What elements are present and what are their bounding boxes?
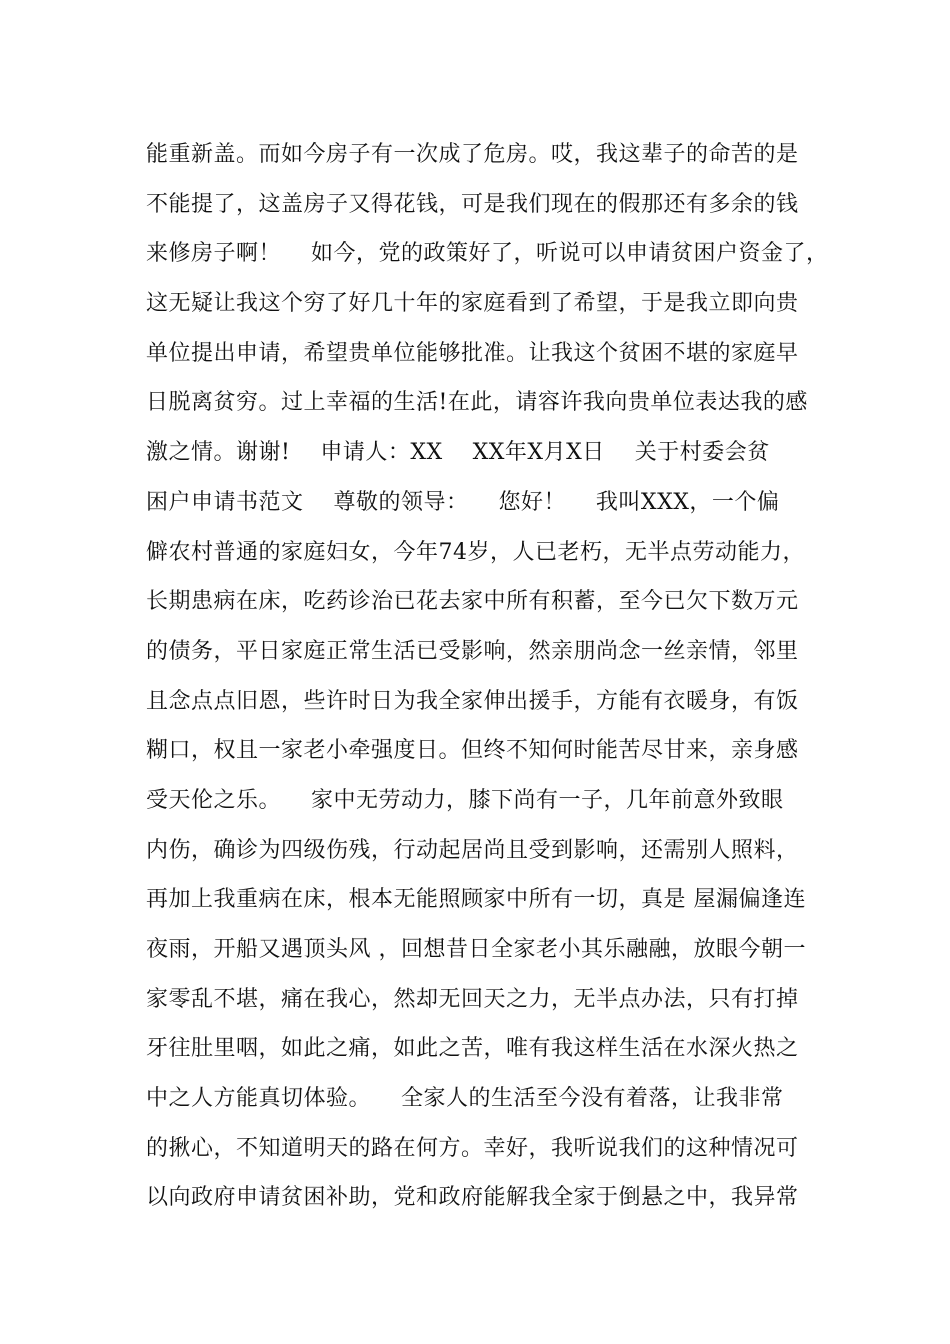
text-line-12: 且念点点旧恩，些许时日为我全家伸出援手，方能有衣暖身，有饭 xyxy=(146,688,799,714)
text-line-20: 中之人方能真切体验。 全家人的生活至今没有着落，让我非常 xyxy=(146,1086,784,1112)
text-line-16: 再加上我重病在床，根本无能照顾家中所有一切，真是 屋漏偏逢连 xyxy=(146,887,806,913)
text-line-9: 僻农村普通的家庭妇女，今年74岁，人已老朽，无半点劳动能力， xyxy=(146,539,805,565)
document-body xyxy=(146,130,829,1223)
text-line-7: 激之情。谢谢! 申请人：XX XX年X月X日 关于村委会贫 xyxy=(146,440,770,466)
text-line-19: 牙往肚里咽，如此之痛，如此之苦，唯有我这样生活在水深火热之 xyxy=(146,1036,799,1062)
text-line-21: 的揪心，不知道明天的路在何方。幸好，我听说我们的这种情况可 xyxy=(146,1135,799,1161)
text-line-14: 受天伦之乐。 家中无劳动力，膝下尚有一子，几年前意外致眼 xyxy=(146,787,784,813)
text-line-18: 家零乱不堪，痛在我心，然却无回天之力，无半点办法，只有打掉 xyxy=(146,986,799,1012)
text-line-2: 不能提了，这盖房子又得花钱，可是我们现在的假那还有多余的钱 xyxy=(146,191,799,217)
text-line-3: 来修房子啊！ 如今，党的政策好了，听说可以申请贫困户资金了， xyxy=(146,241,829,267)
text-line-13: 糊口，权且一家老小牵强度日。但终不知何时能苦尽甘来，亲身感 xyxy=(146,738,799,764)
text-line-17: 夜雨，开船又遇顶头风 ，回想昔日全家老小其乐融融，放眼今朝一 xyxy=(146,937,806,962)
text-line-8: 困户申请书范文 尊敬的领导： 您好！ 我叫XXX，一个偏 xyxy=(146,489,780,515)
text-line-11: 的债务，平日家庭正常生活已受影响，然亲朋尚念一丝亲情，邻里 xyxy=(146,638,799,664)
text-line-5: 单位提出申请，希望贵单位能够批准。让我这个贫困不堪的家庭早 xyxy=(146,340,799,366)
text-line-4: 这无疑让我这个穷了好几十年的家庭看到了希望，于是我立即向贵 xyxy=(146,291,799,317)
text-line-10: 长期患病在床，吃药诊治已花去家中所有积蓄，至今已欠下数万元 xyxy=(146,589,799,615)
text-line-22: 以向政府申请贫困补助，党和政府能解我全家于倒悬之中，我异常 xyxy=(146,1185,799,1211)
text-line-1: 能重新盖。而如今房子有一次成了危房。哎，我这辈子的命苦的是 xyxy=(146,142,799,167)
text-line-6: 日脱离贫穷。过上幸福的生活!在此，请容许我向贵单位表达我的感 xyxy=(146,390,808,416)
text-line-15: 内伤，确诊为四级伤残，行动起居尚且受到影响，还需别人照料， xyxy=(146,837,799,863)
